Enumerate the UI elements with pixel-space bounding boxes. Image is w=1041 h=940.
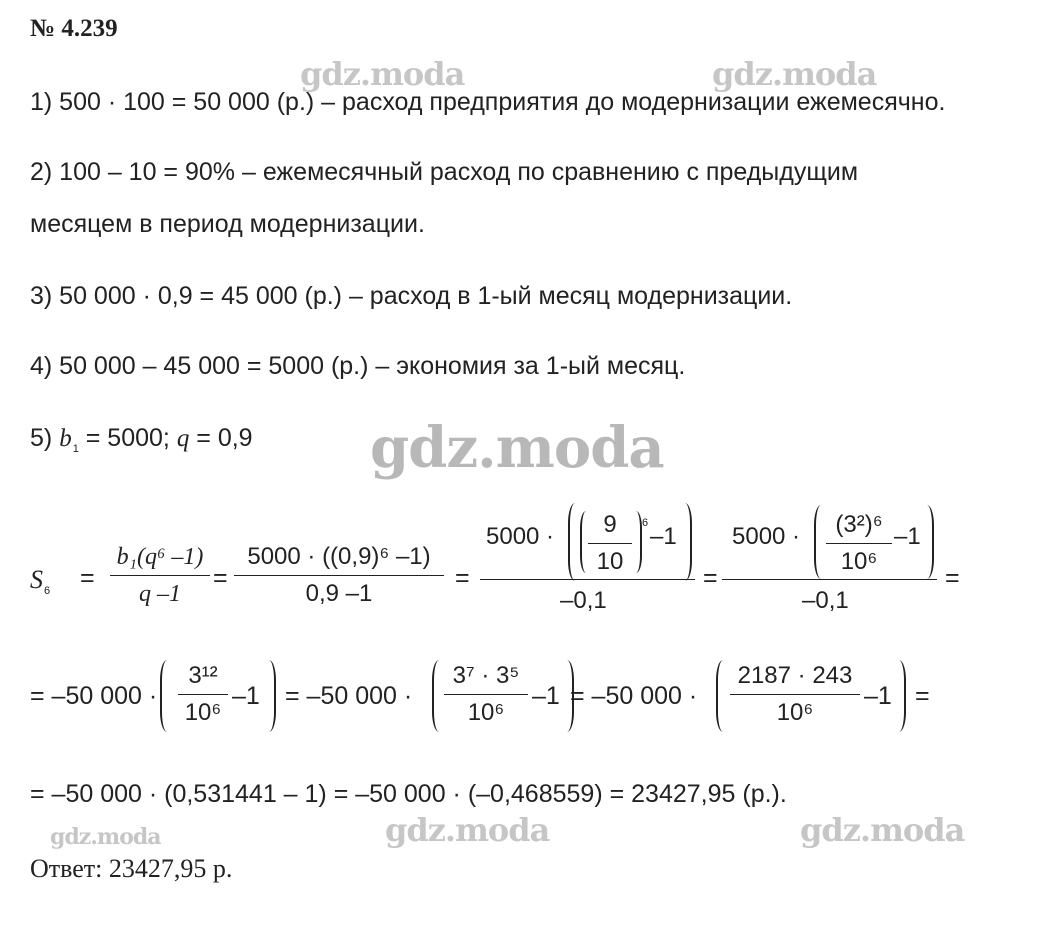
minus-one: –1 — [864, 682, 892, 710]
step-5-prefix: 5) — [30, 424, 53, 452]
watermark: gdz.moda — [300, 55, 465, 93]
fraction-b: 3⁷ · 3⁵ 10⁶ — [444, 664, 528, 725]
q-value: = 0,9 — [196, 424, 253, 452]
watermark: gdz.moda — [800, 811, 965, 849]
fraction-1: b₁(q⁶ –1) q –1 — [110, 545, 210, 606]
fraction-4: 5000 · (3²)⁶ 10⁶ –1 –0,1 — [722, 495, 937, 615]
b-symbol: b — [59, 425, 72, 452]
watermark: gdz.moda — [385, 811, 550, 849]
equals: = — [915, 682, 930, 710]
minus-one: –1 — [532, 682, 560, 710]
equals: = — [703, 564, 718, 592]
fraction-a: 3¹² 10⁶ — [178, 664, 228, 725]
minus-one: –1 — [232, 682, 260, 710]
step-1: 1) 500 · 100 = 50 000 (р.) – расход предприятия до модернизации ежемесячно. — [30, 88, 946, 116]
fraction-3: 5000 · 9 10 6 –1 –0,1 — [480, 495, 695, 615]
answer: Ответ: 23427,95 р. — [30, 854, 233, 883]
equals: = — [945, 564, 960, 592]
b-value: = 5000; — [85, 424, 170, 452]
watermark: gdz.moda — [370, 415, 664, 481]
fraction-c: 2187 · 243 10⁶ — [730, 664, 860, 725]
segment-3: = –50 000 · — [570, 682, 698, 710]
equals: = — [455, 564, 470, 592]
step-2-cont: месяцем в период модернизации. — [30, 210, 425, 238]
segment-2: = –50 000 · — [285, 682, 413, 710]
problem-number: № 4.239 — [30, 15, 118, 42]
equals: = — [80, 564, 95, 592]
watermark: gdz.moda — [712, 55, 877, 93]
segment-1: = –50 000 · — [30, 682, 158, 710]
equals: = — [213, 564, 228, 592]
step-2: 2) 100 – 10 = 90% – ежемесячный расход по сравнению с предыдущим — [30, 158, 859, 186]
step-5 — [30, 424, 253, 455]
fraction-2: 5000 · ((0,9)⁶ –1) 0,9 –1 — [234, 545, 444, 606]
s-symbol: $S_6$ — [30, 565, 51, 597]
b-subscript: 1 — [72, 443, 79, 455]
watermark: gdz.moda — [50, 824, 161, 850]
step-4: 4) 50 000 – 45 000 = 5000 (р.) – экономия за 1-ый месяц. — [30, 352, 686, 380]
formula-line-3: = –50 000 · (0,531441 – 1) = –50 000 · (–0,468559) = 23427,95 (р.). — [30, 780, 787, 808]
q-symbol: q — [176, 425, 190, 452]
step-3: 3) 50 000 · 0,9 = 45 000 (р.) – расход в 1-ый месяц модернизации. — [30, 282, 793, 310]
